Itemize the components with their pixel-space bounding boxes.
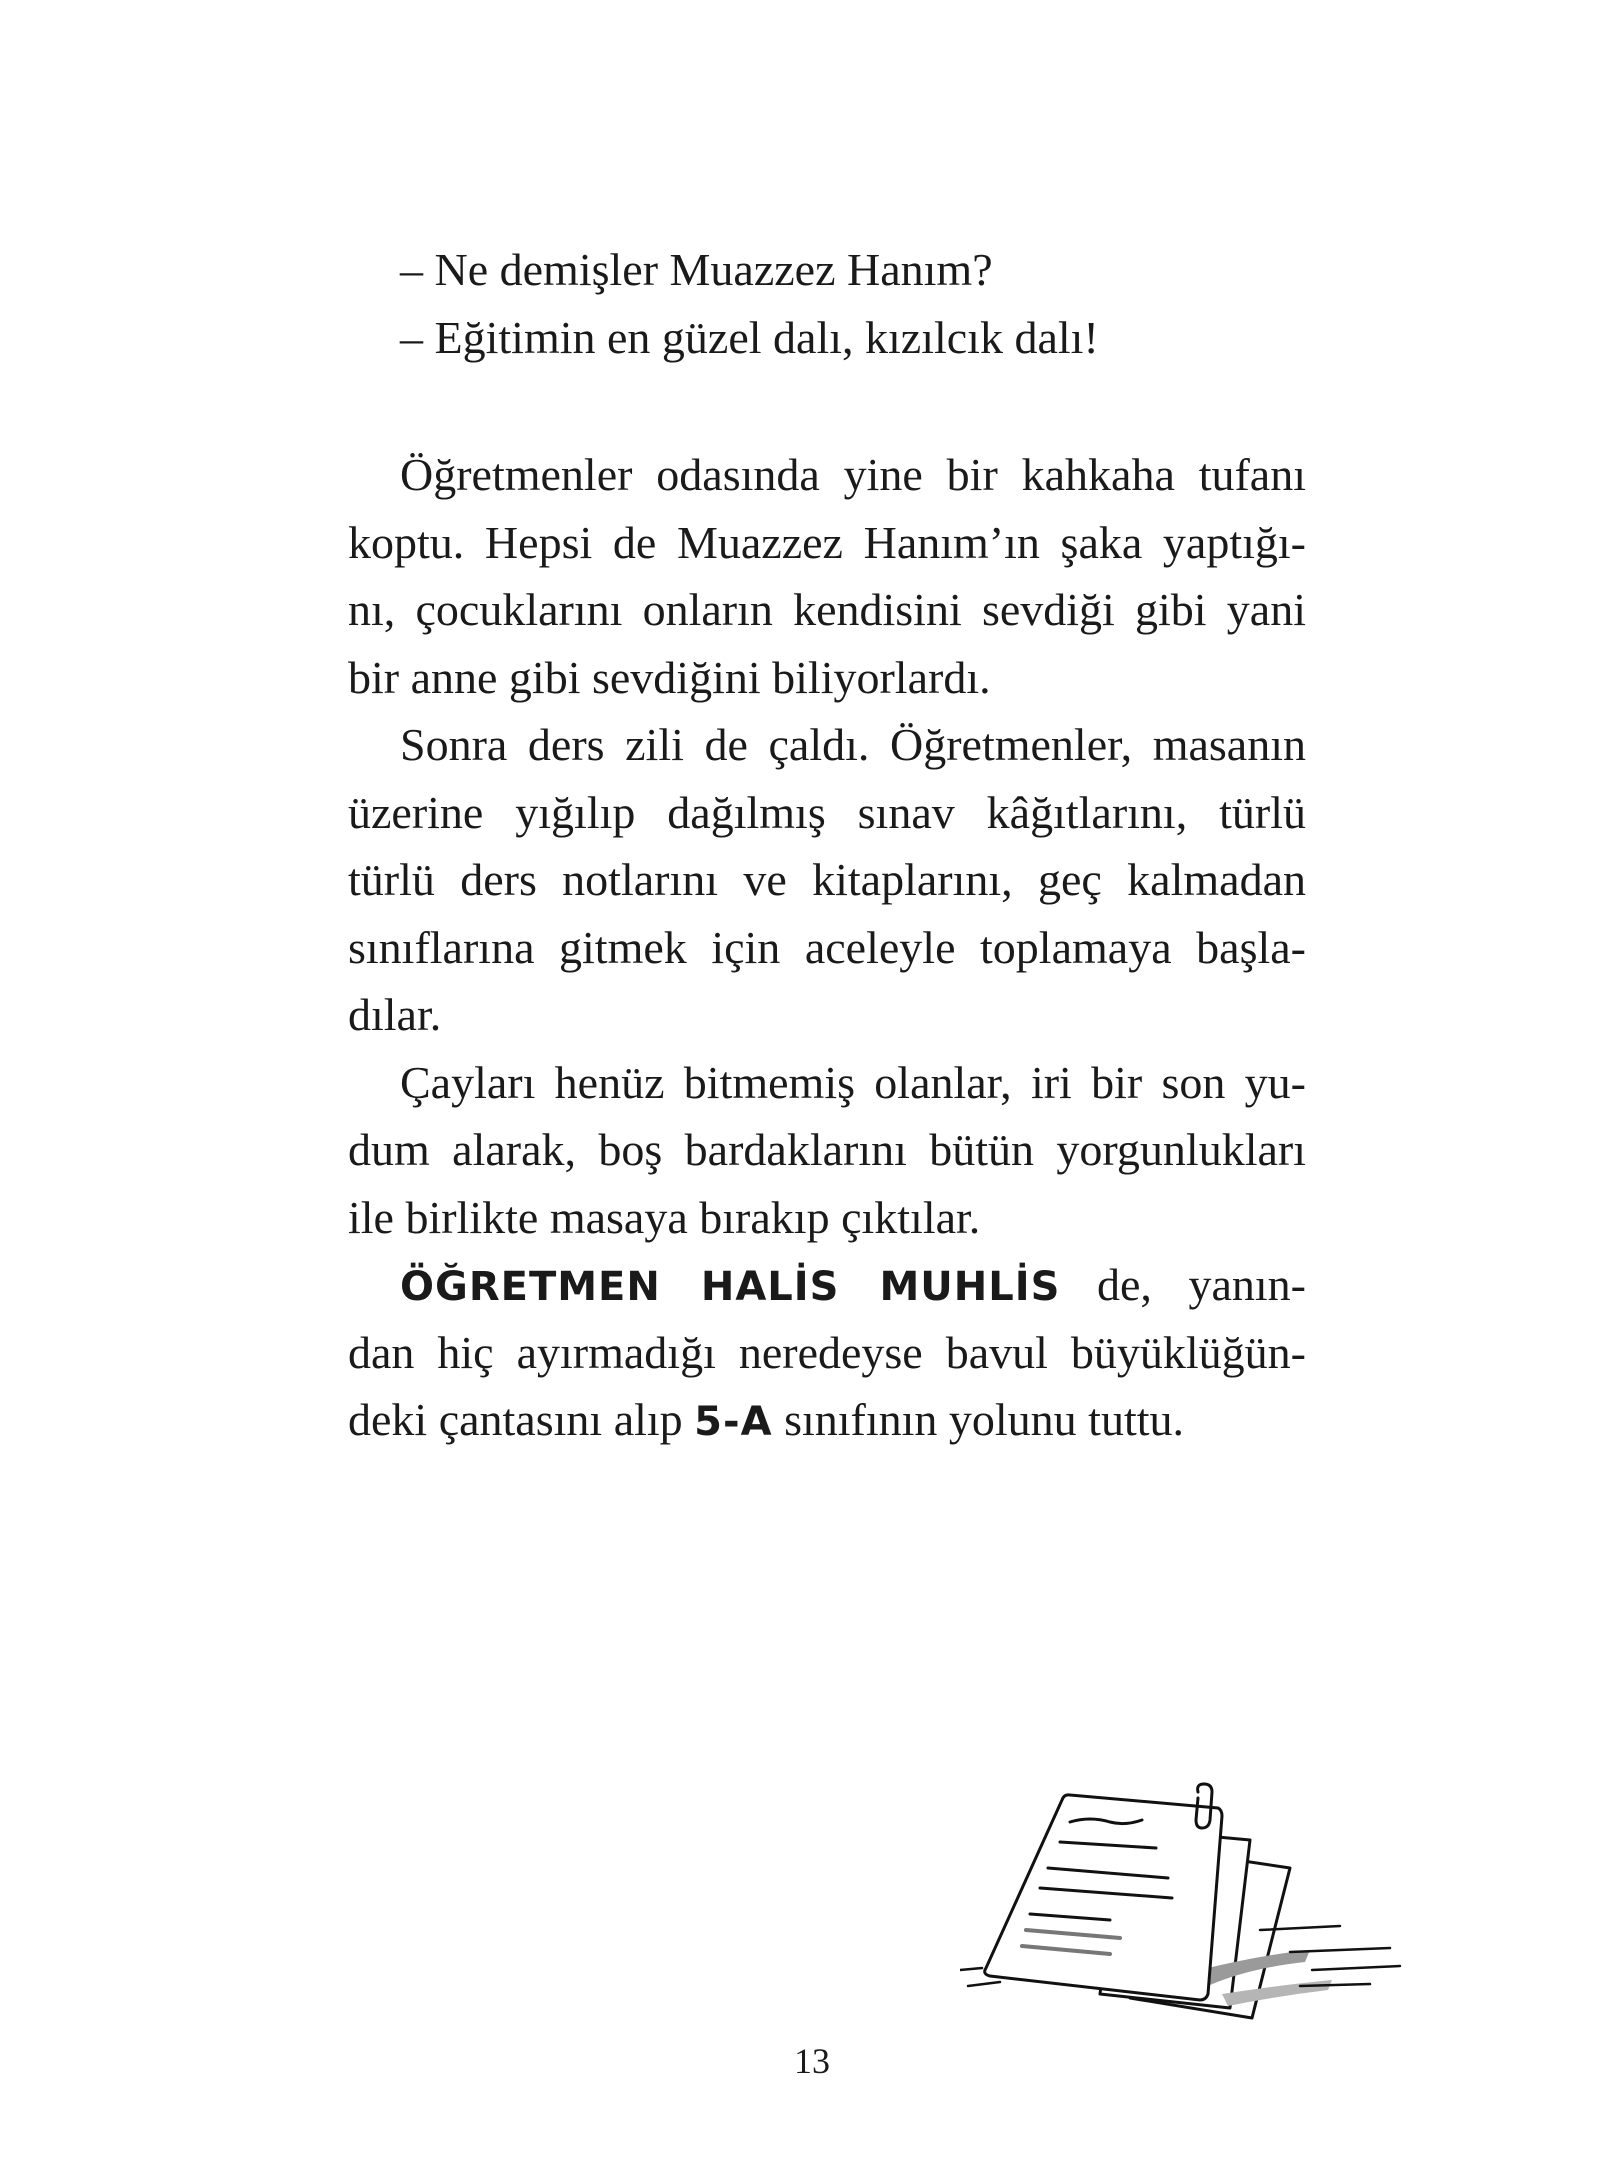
paragraph <box>348 1251 1306 1454</box>
body-text <box>348 236 1306 1454</box>
text-line: dan hiç ayırmadığı neredeyse bavul büyüklüğün- <box>348 1326 1306 1378</box>
text-run: sınıfının yolunu tuttu. <box>772 1394 1185 1445</box>
class-name: 5-A <box>694 1399 773 1445</box>
text-line: üzerine yığılıp dağılmış sınav kâğıtlarını, türlü <box>348 786 1306 838</box>
text-line <box>348 1386 1306 1454</box>
teacher-name: ÖĞRETMEN HALİS MUHLİS <box>400 1264 1061 1310</box>
text-line: sınıflarına gitmek için aceleyle toplamaya başla- <box>348 921 1306 973</box>
text-line: bir anne gibi sevdiğini biliyorlardı. <box>348 651 991 703</box>
text-line: Çayları henüz bitmemiş olanlar, iri bir son yu- <box>400 1056 1306 1108</box>
papers-with-paperclip-icon <box>960 1780 1430 2040</box>
paragraph <box>348 711 1306 1049</box>
text-line: dılar. <box>348 989 442 1040</box>
text-run: deki çantasını alıp <box>348 1394 695 1445</box>
text-line: Öğretmenler odasında yine bir kahkaha tufanı <box>400 449 1306 500</box>
text-line <box>348 1251 1306 1319</box>
text-line: dum alarak, boş bardaklarını bütün yorgunlukları <box>348 1124 1306 1175</box>
paragraph <box>348 1049 1306 1252</box>
text-line: koptu. Hepsi de Muazzez Hanım’ın şaka yaptığı- <box>348 516 1306 568</box>
dialog-line: – Ne demişler Muazzez Hanım? <box>400 244 993 295</box>
dialog-line: – Eğitimin en güzel dalı, kızılcık dalı! <box>400 311 1099 363</box>
text-line: Sonra ders zili de çaldı. Öğretmenler, masanın <box>400 719 1306 770</box>
text-line: türlü ders notlarını ve kitaplarını, geç kalmadan <box>348 854 1306 905</box>
text-line: nı, çocuklarını onların kendisini sevdiği gibi yani <box>348 584 1306 635</box>
paragraph <box>348 441 1306 711</box>
text-line: ile birlikte masaya bırakıp çıktılar. <box>348 1191 981 1243</box>
page-number: 13 <box>794 2041 830 2081</box>
text-run: de, yanın- <box>1060 1259 1306 1310</box>
paragraph-gap <box>348 371 1306 441</box>
